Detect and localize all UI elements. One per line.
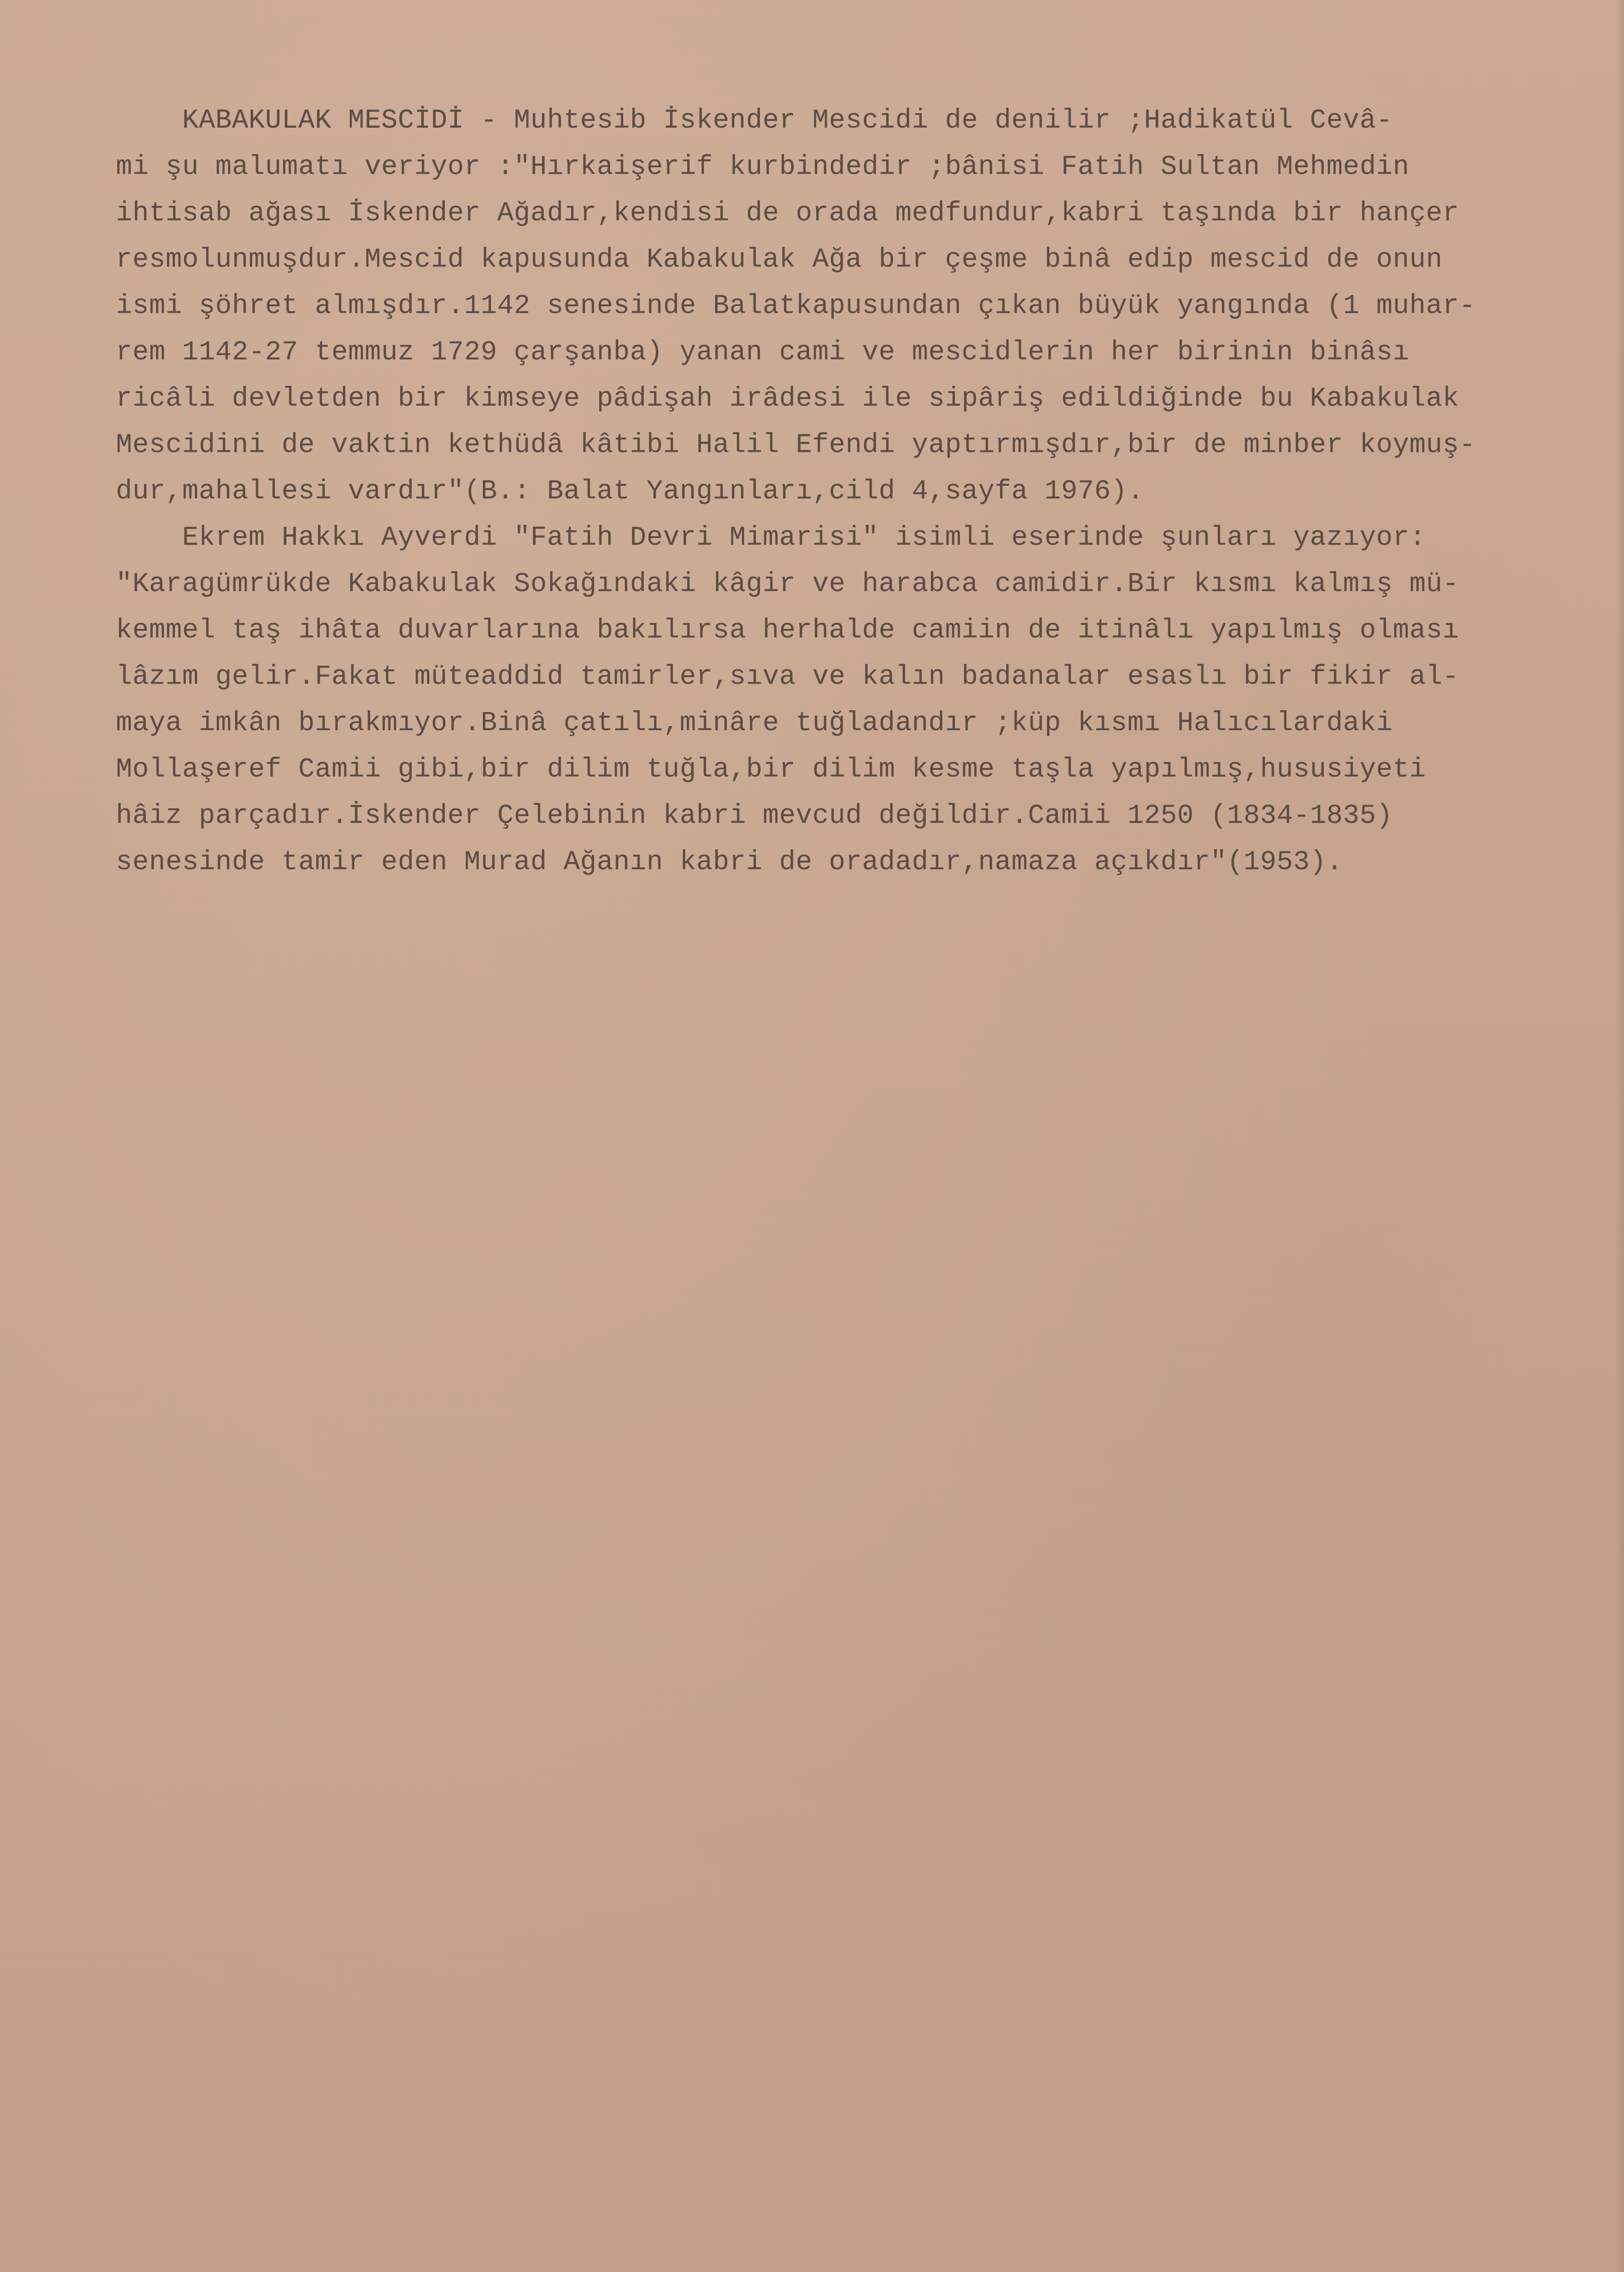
text-line: lâzım gelir.Fakat müteaddid tamirler,sıva ve kalın badanalar esaslı bir fikir al- xyxy=(116,662,1459,693)
text-line: maya imkân bırakmıyor.Binâ çatılı,minâre tuğladandır ;küp kısmı Halıcılardaki xyxy=(116,708,1393,739)
text-line: dur,mahallesi vardır"(B.: Balat Yangınları,cild 4,sayfa 1976). xyxy=(116,476,1144,507)
text-line: ihtisab ağası İskender Ağadır,kendisi de orada medfundur,kabri taşında bir hançer xyxy=(116,198,1459,229)
text-line: Mescidini de vaktin kethüdâ kâtibi Halil Efendi yaptırmışdır,bir de minber koymuş- xyxy=(116,430,1476,461)
text-line: hâiz parçadır.İskender Çelebinin kabri mevcud değildir.Camii 1250 (1834-1835) xyxy=(116,801,1393,832)
text-line: ismi şöhret almışdır.1142 senesinde Balatkapusundan çıkan büyük yangında (1 muhar- xyxy=(116,291,1476,322)
text-line: mi şu malumatı veriyor :"Hırkaişerif kurbindedir ;bânisi Fatih Sultan Mehmedin xyxy=(116,152,1410,183)
text-line: kemmel taş ihâta duvarlarına bakılırsa herhalde camiin de itinâlı yapılmış olması xyxy=(116,615,1459,646)
text-line: KABAKULAK MESCİDİ - Muhtesib İskender Mescidi de denilir ;Hadikatül Cevâ- xyxy=(116,105,1393,136)
text-line: Mollaşeref Camii gibi,bir dilim tuğla,bir dilim kesme taşla yapılmış,hususiyeti xyxy=(116,754,1426,785)
text-line: rem 1142-27 temmuz 1729 çarşanba) yanan cami ve mescidlerin her birinin binâsı xyxy=(116,337,1410,368)
text-line: ricâli devletden bir kimseye pâdişah irâdesi ile sipâriş edildiğinde bu Kabakulak xyxy=(116,384,1459,414)
typewritten-text-block xyxy=(116,98,1624,886)
text-line: Ekrem Hakkı Ayverdi "Fatih Devri Mimarisi" isimli eserinde şunları yazıyor: xyxy=(116,523,1426,553)
text-line: senesinde tamir eden Murad Ağanın kabri de oradadır,namaza açıkdır"(1953). xyxy=(116,847,1343,878)
text-line: resmolunmuşdur.Mescid kapusunda Kabakulak Ağa bir çeşme binâ edip mescid de onun xyxy=(116,244,1443,275)
text-line: "Karagümrükde Kabakulak Sokağındaki kâgir ve harabca camidir.Bir kısmı kalmış mü- xyxy=(116,569,1459,600)
